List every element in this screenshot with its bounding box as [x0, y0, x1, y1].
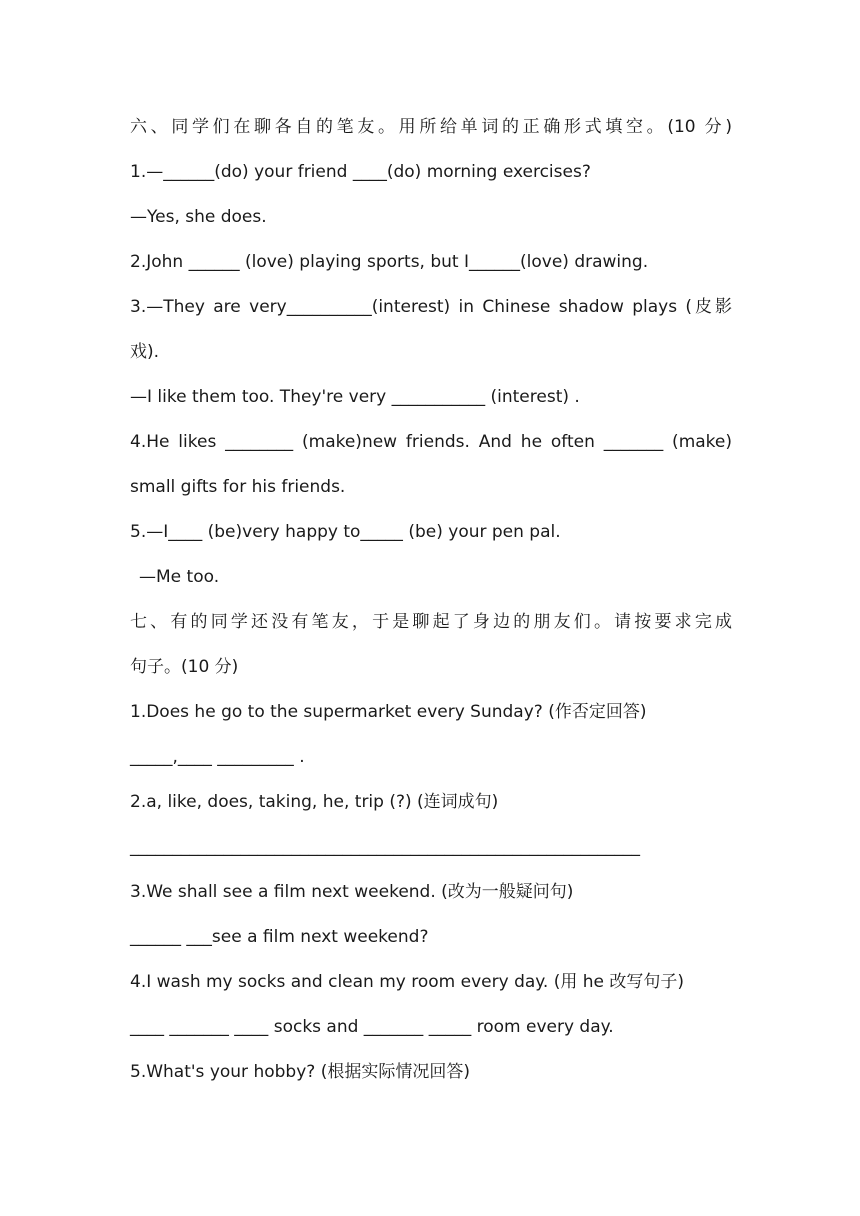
- s7-question-3: 3.We shall see a film next weekend. (改为一般疑问句): [130, 882, 574, 902]
- section-6-heading: 六、同学们在聊各自的笔友。用所给单词的正确形式填空。(10 分): [130, 117, 732, 137]
- s6-question-3-cont: 戏).: [130, 342, 160, 362]
- s6-question-2: 2.John ______ (love) playing sports, but I______(love) drawing.: [130, 252, 649, 272]
- s6-question-4-cont: small gifts for his friends.: [130, 477, 346, 497]
- s7-question-3-blank: ______ ___see a film next weekend?: [130, 927, 429, 947]
- s7-question-2: 2.a, like, does, taking, he, trip (?) (连词成句): [130, 792, 499, 812]
- s6-question-1: 1.—______(do) your friend ____(do) morning exercises?: [130, 162, 591, 182]
- s6-question-4: 4.He likes ________ (make)new friends. And he often _______ (make): [130, 432, 732, 452]
- s7-question-2-blank: ____________________________________________________________: [130, 837, 640, 857]
- s6-question-1-answer: —Yes, she does.: [130, 207, 267, 227]
- s7-question-5: 5.What's your hobby? (根据实际情况回答): [130, 1062, 470, 1082]
- s6-question-3-answer: —I like them too. They're very ___________ (interest) .: [130, 387, 580, 407]
- s7-question-1: 1.Does he go to the supermarket every Sunday? (作否定回答): [130, 702, 647, 722]
- section-7-heading: 七、有的同学还没有笔友，于是聊起了身边的朋友们。请按要求完成: [130, 612, 732, 632]
- section-7-heading-cont: 句子。(10 分): [130, 657, 239, 677]
- s6-question-3: 3.—They are very__________(interest) in Chinese shadow plays (皮影: [130, 297, 732, 317]
- s7-question-1-blank: _____,____ _________ .: [130, 747, 305, 767]
- s6-question-5: 5.—I____ (be)very happy to_____ (be) your pen pal.: [130, 522, 561, 542]
- s7-question-4: 4.I wash my socks and clean my room every day. (用 he 改写句子): [130, 972, 685, 992]
- s7-question-4-blank: ____ _______ ____ socks and _______ _____ room every day.: [130, 1017, 614, 1037]
- s6-question-5-answer: —Me too.: [139, 567, 220, 587]
